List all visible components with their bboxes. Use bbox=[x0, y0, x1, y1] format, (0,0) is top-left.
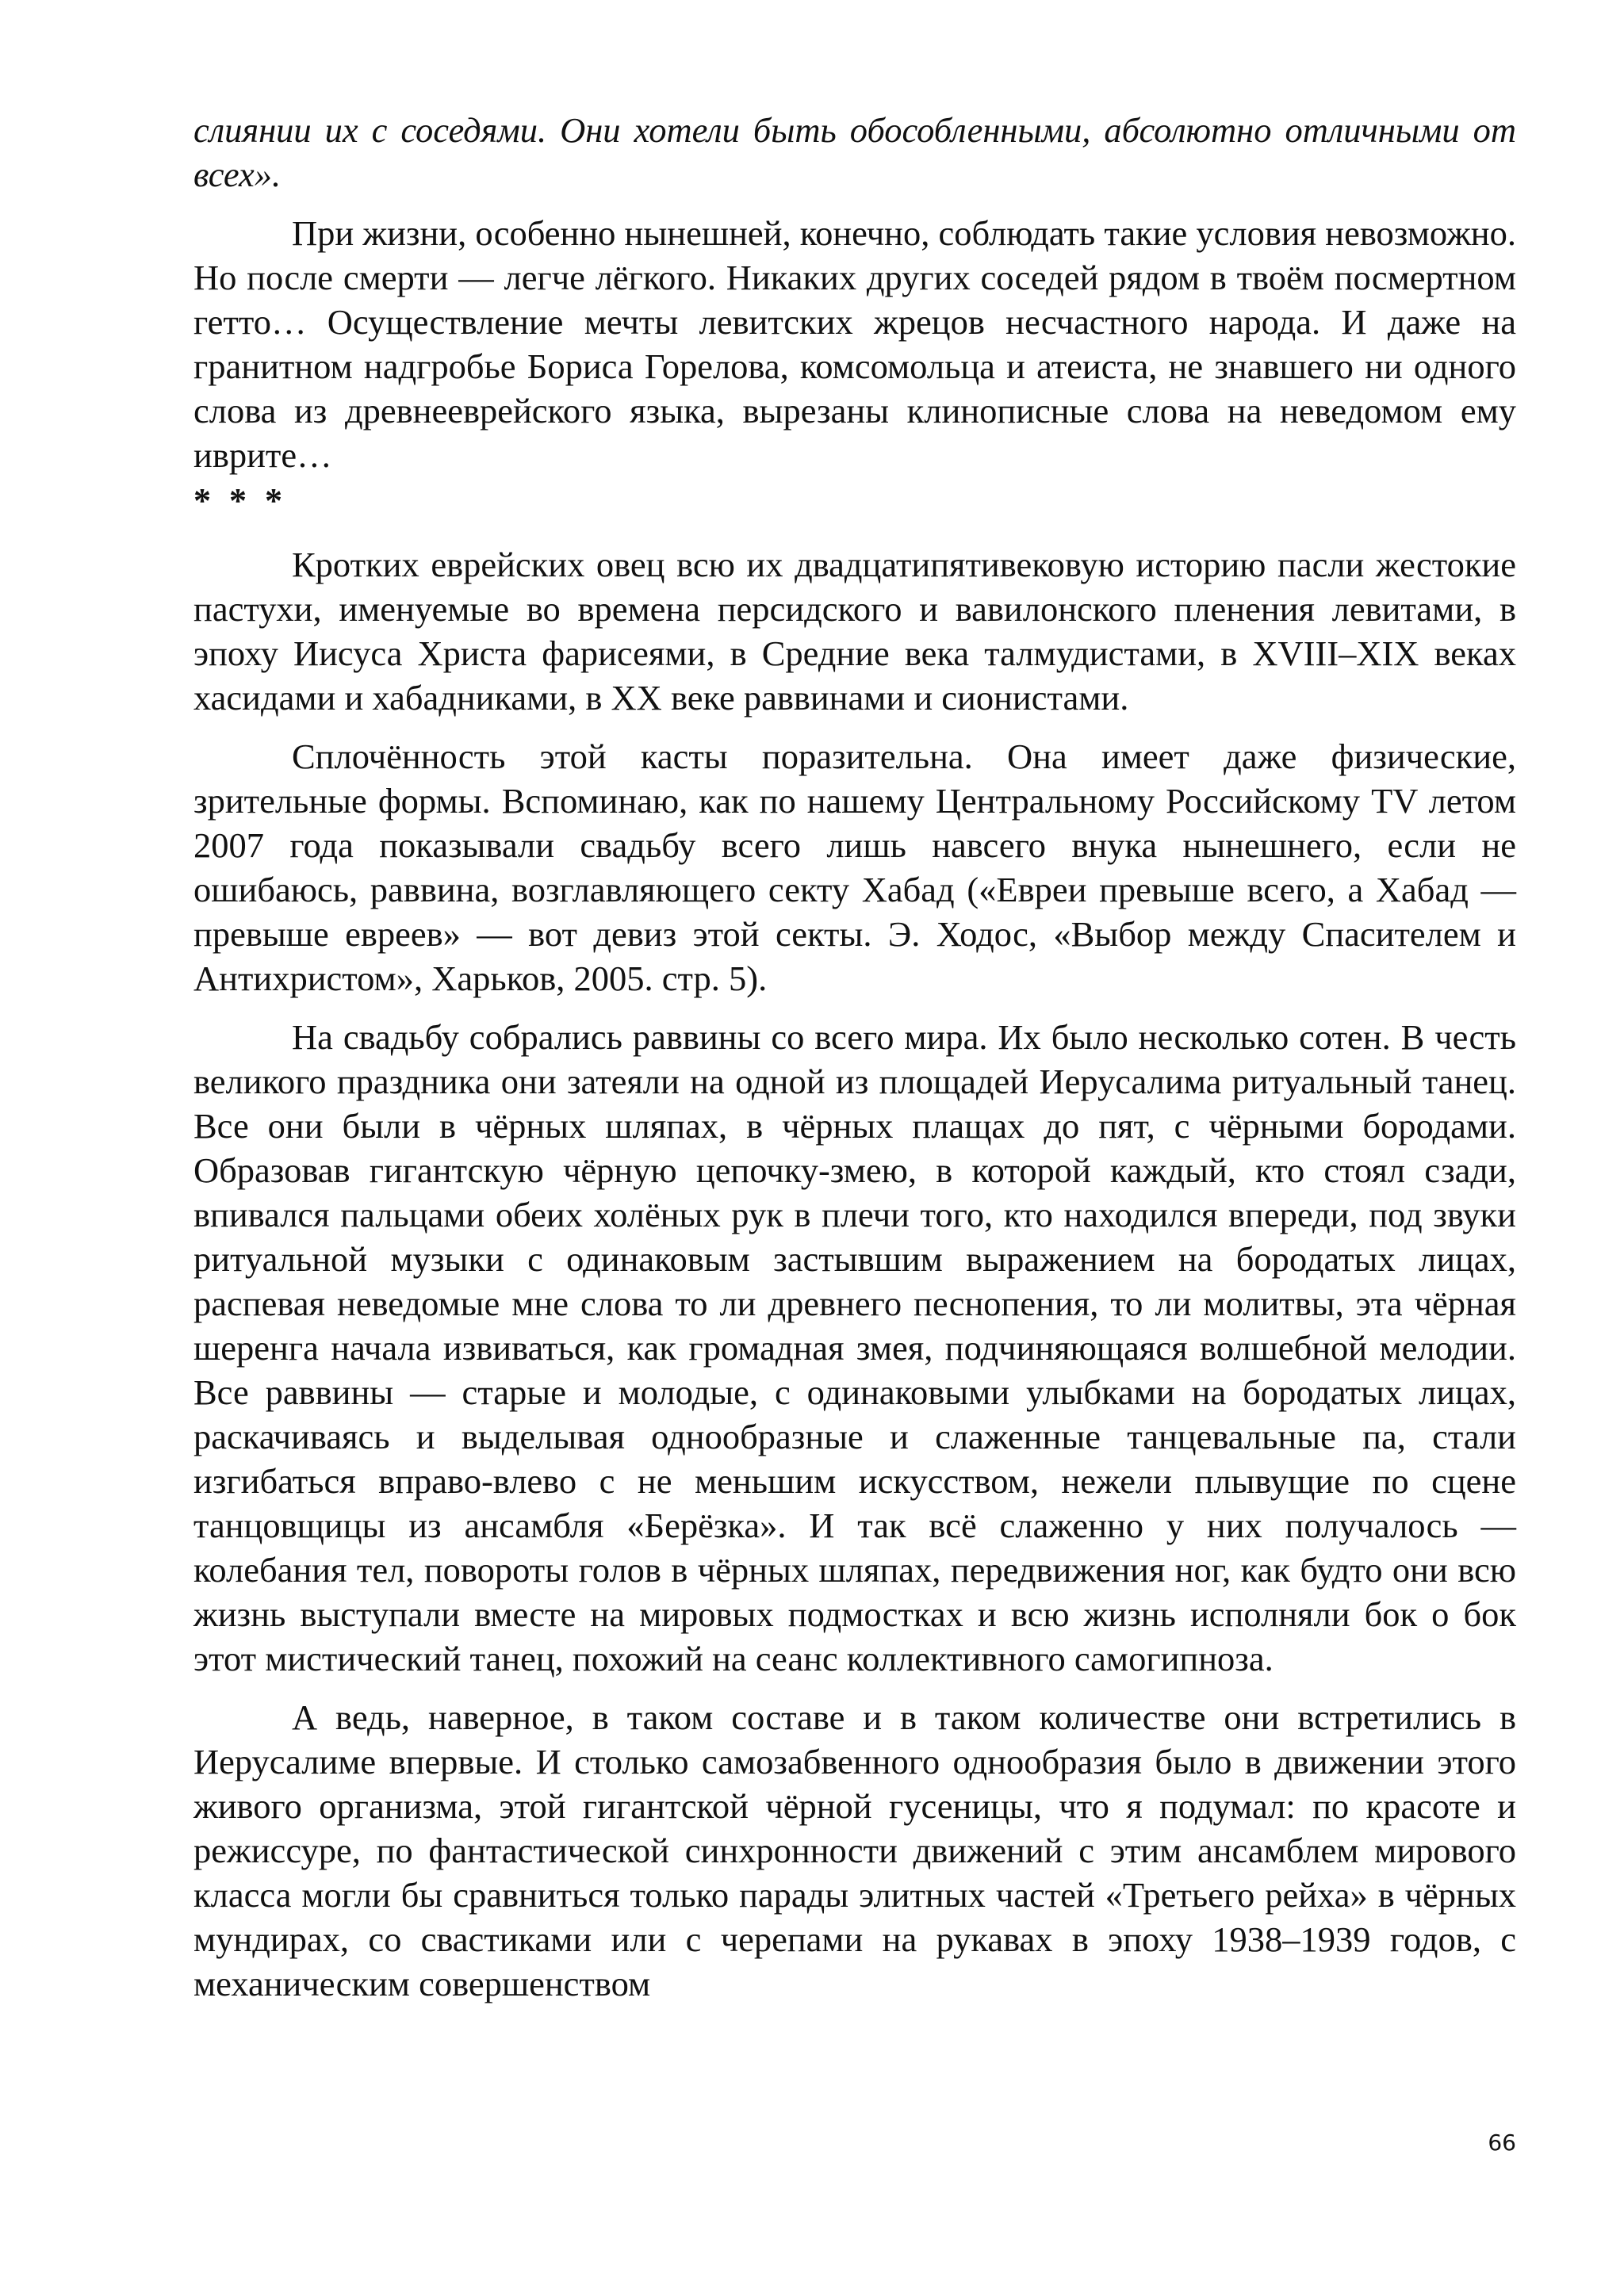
paragraph-1: При жизни, особенно нынешней, конечно, соблюдать такие условия невозможно. Но после смерти — легче лёгкого. Никаких других соседей рядом в твоём посмертном гетто… Осуществление мечты левитских жрецов несчастного народа. И даже на гранитном надгробье Бориса Горелова, комсомольца и атеиста, не знавшего ни одного слова из древнееврейского языка, вырезаны клинописные слова на неведомом ему иврите… bbox=[193, 213, 1516, 475]
paragraph-5: А ведь, наверное, в таком составе и в таком количестве они встретились в Иерусалиме впервые. И столько самозабвенного однообразия было в движении этого живого организма, этой гигантской чёрной гусеницы, что я подумал: по красоте и режиссуре, по фантастической синхронности движений с этим ансамблем мирового класса могли бы сравниться только парады элитных частей «Третьего рейха» в чёрных мундирах, со свастиками или с черепами на рукавах в эпоху 1938–1939 годов, с механическим совершенством bbox=[193, 1697, 1516, 2003]
text-column bbox=[193, 108, 1516, 2006]
section-divider: * * * bbox=[193, 481, 287, 520]
paragraph-2: Кротких еврейских овец всю их двадцатипятивековую историю пасли жестокие пастухи, именуемые во времена персидского и вавилонского пленения левитами, в эпоху Иисуса Христа фарисеями, в Средние века талмудистами, в XVIII–XIX веках хасидами и хабадниками, в XX веке раввинами и сионистами. bbox=[193, 545, 1516, 718]
paragraph-4: На свадьбу собрались раввины со всего мира. Их было несколько сотен. В честь великого праздника они затеяли на одной из площадей Иерусалима ритуальный танец. Все они были в чёрных шляпах, в чёрных плащах до пят, с чёрными бородами. Образовав гигантскую чёрную цепочку-змею, в которой каждый, кто стоял сзади, впивался пальцами обеих холёных рук в плечи того, кто находился впереди, под звуки ритуальной музыки с одинаковым застывшим выражением на бородатых лицах, распевая неведомые мне слова то ли древнего песнопения, то ли молитвы, эта чёрная шеренга начала извиваться, как громадная змея, подчиняющаяся волшебной мелодии. Все раввины — старые и молодые, с одинаковыми улыбками на бородатых лицах, раскачиваясь и выделывая однообразные и слаженные танцевальные па, стали изгибаться вправо-влево с не меньшим искусством, нежели плывущие по сцене танцовщицы из ансамбля «Берёзка». И так всё слаженно у них получалось — колебания тел, повороты голов в чёрных шляпах, передвижения ног, как будто они всю жизнь выступали вместе на мировых подмостках и всю жизнь исполняли бок о бок этот мистический танец, похожий на сеанс коллективного самогипноза. bbox=[193, 1017, 1516, 1678]
quote-end-paragraph: слиянии их с соседями. Они хотели быть обособленными, абсолютно отличными от всех». bbox=[193, 110, 1516, 194]
paragraph-3: Сплочённость этой касты поразительна. Она имеет даже физические, зрительные формы. Вспоминаю, как по нашему Центральному Российскому TV летом 2007 года показывали свадьбу всего лишь навсего внука нынешнего, если не ошибаюсь, раввина, возглавляющего секту Хабад («Евреи превыше всего, а Хабад — превыше евреев» — вот девиз этой секты. Э. Ходос, «Выбор между Спасителем и Антихристом», Харьков, 2005. стр. 5). bbox=[193, 737, 1516, 998]
page-number: 66 bbox=[1488, 2130, 1516, 2156]
